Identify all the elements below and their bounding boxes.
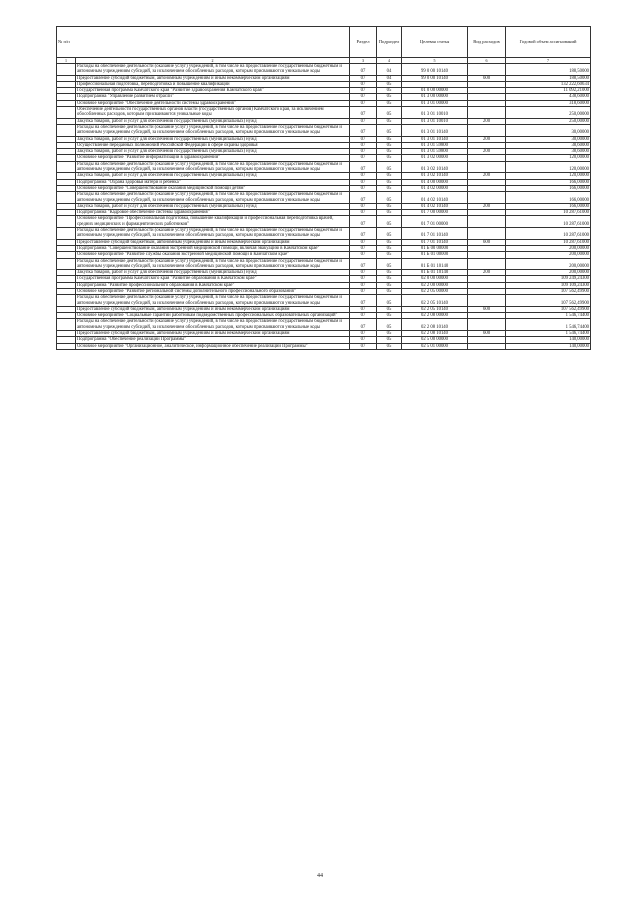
row-amount-cell: 200,00000 — [506, 270, 591, 276]
header-row — [57, 27, 591, 58]
row-vr-cell — [468, 295, 506, 307]
row-razdel-cell: 07 — [350, 295, 377, 307]
row-podrazdel-cell: 05 — [377, 228, 402, 240]
table-row — [57, 161, 591, 173]
row-cst-cell: 02 5 00 00000 — [402, 337, 468, 343]
row-podrazdel-cell: 05 — [377, 173, 402, 179]
row-cst-cell: 01 3 02 00000 — [402, 155, 468, 161]
row-vr-cell — [468, 192, 506, 204]
table-row — [57, 343, 591, 349]
row-cst-cell: 01 4 00 00000 — [402, 179, 468, 185]
row-amount-cell: 11 092,21000 — [506, 88, 591, 94]
table-body — [57, 64, 591, 350]
row-cst-cell: 01 3 01 59800 — [402, 142, 468, 148]
row-amount-cell: 200,00000 — [506, 258, 591, 270]
row-cst-cell: 01 3 01 10140 — [402, 136, 468, 142]
row-podrazdel-cell: 05 — [377, 81, 402, 87]
row-amount-cell: 438,60000 — [506, 94, 591, 100]
row-amount-cell: 140,00000 — [506, 337, 591, 343]
row-cst-cell: 02 0 00 00000 — [402, 276, 468, 282]
row-cst-cell: 99 0 00 10140 — [402, 64, 468, 76]
colnum: 7 — [506, 58, 591, 64]
row-cst-cell: 02 2 05 10140 — [402, 306, 468, 312]
row-razdel-cell: 07 — [350, 270, 377, 276]
row-amount-cell: 30,00000 — [506, 136, 591, 142]
row-razdel-cell: 07 — [350, 142, 377, 148]
row-num-cell — [57, 228, 76, 240]
row-razdel-cell: 07 — [350, 118, 377, 124]
row-name-cell: Расходы на обеспечение деятельности (оказание услуг) учреждений, в том числе на предоставление государственным бюджетным и автономным учреждениям субсидий, за исключением обособленных расходов, которым присваиваются уникальные коды — [76, 295, 350, 307]
colnum: 4 — [377, 58, 402, 64]
row-podrazdel-cell: 04 — [377, 64, 402, 76]
row-cst-cell: 01 3 01 10010 — [402, 118, 468, 124]
row-razdel-cell: 07 — [350, 331, 377, 337]
row-num-cell — [57, 124, 76, 136]
row-name-cell: Предоставление субсидий бюджетным, автономным учреждениям и иным некоммерческим организациям — [76, 239, 350, 245]
row-num-cell — [57, 343, 76, 349]
header-vr: Вид расходов — [468, 27, 506, 58]
row-podrazdel-cell: 05 — [377, 282, 402, 288]
row-cst-cell: 01 Б 01 00000 — [402, 252, 468, 258]
row-name-cell: Основное мероприятие "Развитие информатизации в здравоохранении" — [76, 155, 350, 161]
row-name-cell: Основное мероприятие "Социальные гарантии работникам подведомственных профессиональных образовательных организаций" — [76, 313, 350, 319]
row-amount-cell: 1 546,74400 — [506, 331, 591, 337]
row-razdel-cell: 07 — [350, 239, 377, 245]
row-razdel-cell: 07 — [350, 64, 377, 76]
row-razdel-cell: 07 — [350, 258, 377, 270]
row-razdel-cell: 07 — [350, 173, 377, 179]
row-cst-cell: 01 7 01 10140 — [402, 239, 468, 245]
row-num-cell — [57, 192, 76, 204]
row-vr-cell: 200 — [468, 136, 506, 142]
row-name-cell: Подпрограмма "Охрана здоровья матери и ребенка" — [76, 179, 350, 185]
row-amount-cell: 38,60000 — [506, 149, 591, 155]
row-vr-cell: 600 — [468, 239, 506, 245]
row-amount-cell: 318,60000 — [506, 100, 591, 106]
row-razdel-cell: 07 — [350, 252, 377, 258]
row-name-cell: Государственная программа Камчатского края "Развитие здравоохранения Камчатского края" — [76, 88, 350, 94]
row-cst-cell: 02 2 05 10140 — [402, 295, 468, 307]
row-amount-cell: 200,00000 — [506, 252, 591, 258]
row-razdel-cell: 07 — [350, 185, 377, 191]
row-podrazdel-cell: 05 — [377, 161, 402, 173]
row-name-cell: Профессиональная подготовка, переподготовка и повышение квалификации — [76, 81, 350, 87]
row-name-cell: Предоставление субсидий бюджетным, автономным учреждениям и иным некоммерческим организациям — [76, 306, 350, 312]
row-cst-cell: 01 3 01 00000 — [402, 100, 468, 106]
row-amount-cell: 120,00000 — [506, 161, 591, 173]
row-podrazdel-cell: 05 — [377, 270, 402, 276]
row-podrazdel-cell: 05 — [377, 245, 402, 251]
row-podrazdel-cell: 05 — [377, 100, 402, 106]
row-name-cell: Предоставление субсидий бюджетным, автономным учреждениям и иным некоммерческим организациям — [76, 75, 350, 81]
row-razdel-cell: 07 — [350, 319, 377, 331]
row-name-cell: Расходы на обеспечение деятельности (оказание услуг) учреждений, в том числе на предоставление государственным бюджетным и автономным учреждениям субсидий, за исключением обособленных расходов, которым присваиваются уникальные коды — [76, 161, 350, 173]
row-cst-cell: 01 7 01 10140 — [402, 228, 468, 240]
row-podrazdel-cell: 05 — [377, 252, 402, 258]
row-razdel-cell: 07 — [350, 337, 377, 343]
row-amount-cell: 188,50000 — [506, 64, 591, 76]
table-row — [57, 192, 591, 204]
row-name-cell: Государственная программа Камчатского края "Развитие образования в Камчатском крае" — [76, 276, 350, 282]
header-amount: Годовой объем ассигнований — [506, 27, 591, 58]
row-name-cell: Подпрограмма "Развитие профессионального образования в Камчатском крае" — [76, 282, 350, 288]
row-amount-cell: 38,60000 — [506, 142, 591, 148]
row-name-cell: Расходы на обеспечение деятельности (оказание услуг) учреждений, в том числе на предоставление государственным бюджетным и автономным учреждениям субсидий, за исключением обособленных расходов, которым присваиваются уникальные коды — [76, 64, 350, 76]
row-razdel-cell: 07 — [350, 203, 377, 209]
row-podrazdel-cell: 05 — [377, 343, 402, 349]
row-amount-cell: 166,00000 — [506, 192, 591, 204]
row-name-cell: Подпрограмма "Кадровое обеспечение системы здравоохранения" — [76, 210, 350, 216]
row-vr-cell — [468, 161, 506, 173]
row-name-cell: Основное мероприятие "Совершенствование оказания медицинской помощи детям" — [76, 185, 350, 191]
row-podrazdel-cell: 04 — [377, 75, 402, 81]
table-row — [57, 64, 591, 76]
row-name-cell: Подпрограмма "Обеспечение реализации Программы" — [76, 337, 350, 343]
row-vr-cell — [468, 228, 506, 240]
row-amount-cell: 10 287,61000 — [506, 228, 591, 240]
row-vr-cell: 200 — [468, 118, 506, 124]
row-podrazdel-cell: 05 — [377, 288, 402, 294]
row-cst-cell: 01 3 02 10140 — [402, 173, 468, 179]
row-amount-cell: 120,00000 — [506, 155, 591, 161]
row-num-cell — [57, 161, 76, 173]
row-razdel-cell: 07 — [350, 75, 377, 81]
row-cst-cell: 01 7 00 00000 — [402, 210, 468, 216]
row-podrazdel-cell: 05 — [377, 155, 402, 161]
row-name-cell: Закупка товаров, работ и услуг для обеспечения государственных (муниципальных) нужд — [76, 270, 350, 276]
row-vr-cell — [468, 64, 506, 76]
row-razdel-cell: 07 — [350, 343, 377, 349]
row-name-cell: Основное мероприятие "Обеспечение деятельности системы здравоохранения" — [76, 100, 350, 106]
row-vr-cell — [468, 107, 506, 119]
row-name-cell: Основное мероприятие "Профессиональная подготовка, повышение квалификации и профессиональная переподготовка врачей, средних медицинских и фармацевтических работников" — [76, 216, 350, 228]
colnum: 5 — [402, 58, 468, 64]
row-podrazdel-cell: 05 — [377, 203, 402, 209]
row-cst-cell: 02 2 08 10140 — [402, 331, 468, 337]
row-podrazdel-cell: 05 — [377, 94, 402, 100]
row-vr-cell — [468, 216, 506, 228]
row-vr-cell: 200 — [468, 149, 506, 155]
row-cst-cell: 01 4 02 10140 — [402, 203, 468, 209]
row-cst-cell: 01 3 01 59800 — [402, 149, 468, 155]
colnum: 3 — [350, 58, 377, 64]
row-podrazdel-cell: 05 — [377, 313, 402, 319]
table-row — [57, 258, 591, 270]
row-cst-cell: 02 2 08 10140 — [402, 319, 468, 331]
row-cst-cell: 02 5 01 00000 — [402, 343, 468, 349]
row-vr-cell: 200 — [468, 173, 506, 179]
row-razdel-cell: 07 — [350, 228, 377, 240]
row-podrazdel-cell: 05 — [377, 337, 402, 343]
row-amount-cell: 132 222,60634 — [506, 81, 591, 87]
page-number: 44 — [317, 873, 323, 879]
row-amount-cell: 1 546,74400 — [506, 319, 591, 331]
table-row — [57, 295, 591, 307]
row-cst-cell: 02 2 05 00000 — [402, 288, 468, 294]
row-num-cell — [57, 258, 76, 270]
colnum: 6 — [468, 58, 506, 64]
row-name-cell: Закупка товаров, работ и услуг для обеспечения государственных (муниципальных) нужд — [76, 136, 350, 142]
row-podrazdel-cell: 05 — [377, 88, 402, 94]
row-vr-cell: 200 — [468, 203, 506, 209]
row-amount-cell: 109 249,24300 — [506, 276, 591, 282]
row-name-cell: Расходы на обеспечение деятельности (оказание услуг) учреждений, в том числе на предоставление государственным бюджетным и автономным учреждениям субсидий, за исключением обособленных расходов, которым присваиваются уникальные коды — [76, 192, 350, 204]
row-podrazdel-cell: 05 — [377, 136, 402, 142]
row-razdel-cell: 07 — [350, 100, 377, 106]
colnum: 1 — [57, 58, 76, 64]
row-razdel-cell: 07 — [350, 288, 377, 294]
row-amount-cell: 107 562,49900 — [506, 295, 591, 307]
row-podrazdel-cell: 05 — [377, 185, 402, 191]
row-cst-cell: 01 Б 01 10140 — [402, 270, 468, 276]
row-amount-cell: 188,50000 — [506, 75, 591, 81]
row-name-cell: Закупка товаров, работ и услуг для обеспечения государственных (муниципальных) нужд — [76, 149, 350, 155]
row-name-cell: Расходы на обеспечение деятельности (оказание услуг) учреждений, в том числе на предоставление государственным бюджетным и автономным учреждениям субсидий, за исключением обособленных расходов, которым присваиваются уникальные коды — [76, 258, 350, 270]
row-vr-cell — [468, 343, 506, 349]
row-cst-cell: 99 0 00 10140 — [402, 75, 468, 81]
table-row — [57, 107, 591, 119]
row-name-cell: Подпрограмма "Совершенствование оказания экстренной медицинской помощи, включая эвакуацию в Камчатском крае" — [76, 245, 350, 251]
row-cst-cell: 01 7 01 00000 — [402, 216, 468, 228]
table-row — [57, 228, 591, 240]
row-podrazdel-cell: 05 — [377, 210, 402, 216]
row-amount-cell: 10 287,61000 — [506, 239, 591, 245]
row-num-cell — [57, 319, 76, 331]
row-vr-cell: 200 — [468, 270, 506, 276]
table-row — [57, 124, 591, 136]
row-amount-cell: 140,00000 — [506, 343, 591, 349]
row-name-cell: Осуществление переданных полномочий Российской Федерации в сфере охраны здоровья — [76, 142, 350, 148]
row-name-cell: Предоставление субсидий бюджетным, автономным учреждениям и иным некоммерческим организациям — [76, 331, 350, 337]
row-podrazdel-cell: 05 — [377, 239, 402, 245]
row-amount-cell: 107 562,49900 — [506, 306, 591, 312]
row-podrazdel-cell: 05 — [377, 192, 402, 204]
row-vr-cell — [468, 124, 506, 136]
row-razdel-cell: 07 — [350, 192, 377, 204]
row-razdel-cell: 07 — [350, 81, 377, 87]
row-cst-cell: 01 3 01 10010 — [402, 107, 468, 119]
row-num-cell — [57, 216, 76, 228]
row-podrazdel-cell: 05 — [377, 216, 402, 228]
header-num: № п/п — [57, 27, 350, 58]
header-razdel: Раздел — [350, 27, 377, 58]
row-razdel-cell: 07 — [350, 149, 377, 155]
table-row — [57, 319, 591, 331]
row-vr-cell: 600 — [468, 75, 506, 81]
row-amount-cell: 10 287,61000 — [506, 210, 591, 216]
row-razdel-cell: 07 — [350, 282, 377, 288]
row-name-cell: Расходы на обеспечение деятельности (оказание услуг) учреждений, в том числе на предоставление государственным бюджетным и автономным учреждениям субсидий, за исключением обособленных расходов, которым присваиваются уникальные коды — [76, 319, 350, 331]
header-podrazdel: Подраздел — [377, 27, 402, 58]
row-amount-cell: 10 287,61000 — [506, 216, 591, 228]
row-cst-cell: 01 0 00 00000 — [402, 88, 468, 94]
row-razdel-cell: 07 — [350, 179, 377, 185]
row-razdel-cell: 07 — [350, 306, 377, 312]
row-vr-cell: 600 — [468, 331, 506, 337]
colnum: 2 — [76, 58, 350, 64]
row-razdel-cell: 07 — [350, 107, 377, 119]
row-amount-cell: 166,00000 — [506, 179, 591, 185]
row-amount-cell: 250,00000 — [506, 107, 591, 119]
row-cst-cell: 01 4 02 10140 — [402, 192, 468, 204]
row-razdel-cell: 07 — [350, 161, 377, 173]
row-cst-cell: 01 Б 00 00000 — [402, 245, 468, 251]
row-podrazdel-cell: 05 — [377, 319, 402, 331]
budget-table — [56, 26, 591, 350]
row-razdel-cell: 07 — [350, 276, 377, 282]
row-razdel-cell: 07 — [350, 155, 377, 161]
row-cst-cell: 01 3 02 10140 — [402, 161, 468, 173]
row-amount-cell: 200,00000 — [506, 245, 591, 251]
row-razdel-cell: 07 — [350, 216, 377, 228]
row-num-cell — [57, 64, 76, 76]
row-amount-cell: 30,00000 — [506, 124, 591, 136]
row-cst-cell: 01 3 01 10140 — [402, 124, 468, 136]
row-razdel-cell: 07 — [350, 88, 377, 94]
row-name-cell: Закупка товаров, работ и услуг для обеспечения государственных (муниципальных) нужд — [76, 203, 350, 209]
row-cst-cell: 01 4 02 00000 — [402, 185, 468, 191]
row-podrazdel-cell: 05 — [377, 258, 402, 270]
row-razdel-cell: 07 — [350, 210, 377, 216]
row-cst-cell: 01 Б 01 10140 — [402, 258, 468, 270]
header-cst: Целевая статья — [402, 27, 468, 58]
row-cst-cell: 02 2 00 00000 — [402, 282, 468, 288]
row-podrazdel-cell: 05 — [377, 118, 402, 124]
row-name-cell: Подпрограмма "Управление развитием отрасли" — [76, 94, 350, 100]
row-razdel-cell: 07 — [350, 136, 377, 142]
row-podrazdel-cell: 05 — [377, 149, 402, 155]
table-row — [57, 216, 591, 228]
row-amount-cell: 120,00000 — [506, 173, 591, 179]
row-razdel-cell: 07 — [350, 124, 377, 136]
row-cst-cell: 02 2 08 00000 — [402, 313, 468, 319]
row-podrazdel-cell: 05 — [377, 276, 402, 282]
row-amount-cell: 107 562,49900 — [506, 288, 591, 294]
row-podrazdel-cell: 05 — [377, 331, 402, 337]
row-amount-cell: 166,00000 — [506, 185, 591, 191]
row-razdel-cell: 07 — [350, 313, 377, 319]
row-razdel-cell: 07 — [350, 245, 377, 251]
row-cst-cell: 01 3 00 00000 — [402, 94, 468, 100]
row-podrazdel-cell: 05 — [377, 306, 402, 312]
row-name-cell: Основное мероприятие "Развитие службы оказания экстренной медицинской помощи в Камчатском крае" — [76, 252, 350, 258]
row-amount-cell: 166,00000 — [506, 203, 591, 209]
row-podrazdel-cell: 05 — [377, 179, 402, 185]
row-num-cell — [57, 107, 76, 119]
row-name-cell: Закупка товаров, работ и услуг для обеспечения государственных (муниципальных) нужд — [76, 173, 350, 179]
row-name-cell: Основное мероприятие "Развитие региональной системы дополнительного профессионального образования" — [76, 288, 350, 294]
row-name-cell: Расходы на обеспечение деятельности (оказание услуг) учреждений, в том числе на предоставление государственным бюджетным и автономным учреждениям субсидий, за исключением обособленных расходов, которым присваиваются уникальные коды — [76, 124, 350, 136]
row-vr-cell: 600 — [468, 306, 506, 312]
row-podrazdel-cell: 05 — [377, 107, 402, 119]
row-amount-cell: 250,00000 — [506, 118, 591, 124]
row-podrazdel-cell: 05 — [377, 124, 402, 136]
row-name-cell: Расходы на обеспечение деятельности (оказание услуг) учреждений, в том числе на предоставление государственным бюджетным и автономным учреждениям субсидий, за исключением обособленных расходов, которым присваиваются уникальные коды — [76, 228, 350, 240]
row-podrazdel-cell: 05 — [377, 142, 402, 148]
row-razdel-cell: 07 — [350, 94, 377, 100]
row-vr-cell — [468, 258, 506, 270]
row-amount-cell: 109 109,24300 — [506, 282, 591, 288]
row-name-cell: Закупка товаров, работ и услуг для обеспечения государственных (муниципальных) нужд — [76, 118, 350, 124]
row-amount-cell: 1 546,74400 — [506, 313, 591, 319]
row-name-cell: Обеспечение деятельности государственных органов власти (государственных органов) Камчатского края, за исключением обособленных расходов, которым присваиваются уникальные коды — [76, 107, 350, 119]
row-num-cell — [57, 295, 76, 307]
row-name-cell: Основное мероприятие "Организационное, аналитическое, информационное обеспечение реализации Программы" — [76, 343, 350, 349]
row-podrazdel-cell: 05 — [377, 295, 402, 307]
row-vr-cell — [468, 319, 506, 331]
